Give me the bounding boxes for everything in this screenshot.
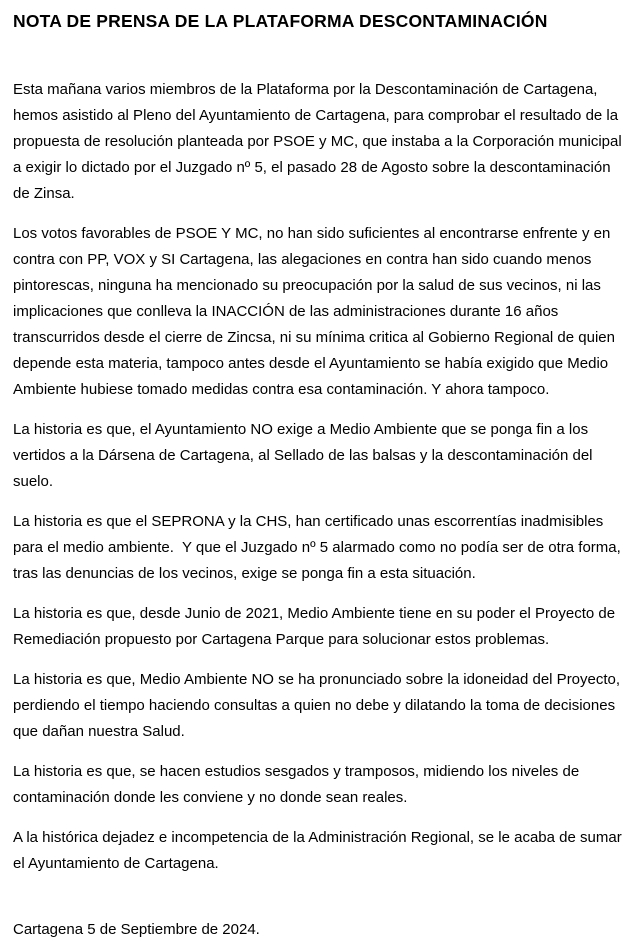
paragraph-votos: Los votos favorables de PSOE Y MC, no han sido suficientes al encontrarse enfrente y en contra con PP, VOX y SI Cartagena, las alegaciones en contra han sido cuando menos pintorescas, ninguna ha mencionado su preocupación por la salud de sus vecinos, ni las implicaciones que conlleva la INACCIÓN de las administraciones durante 16 años transcurridos desde el cierre de Zincsa, ni su mínima critica al Gobierno Regional de quien depende esta materia, tampoco antes desde el Ayuntamiento se había exigido que Medio Ambiente hubiese tomado medidas contra esa contaminación. Y ahora tampoco. xyxy=(13,224,620,398)
paragraph-historia-ayuntamiento: La historia es que, el Ayuntamiento NO exige a Medio Ambiente que se ponga fin a los vertidos a la Dársena de Cartagena, al Sellado de las balsas y la descontaminación del suelo. xyxy=(13,420,597,490)
paragraph-historia-estudios: La historia es que, se hacen estudios sesgados y tramposos, midiendo los niveles de contaminación donde les conviene y no donde sean reales. xyxy=(13,762,584,806)
paragraph-intro-pleno: Esta mañana varios miembros de la Plataforma por la Descontaminación de Cartagena, hemos asistido al Pleno del Ayuntamiento de Cartagena, para comprobar el resultado de la propuesta de resolución planteada por PSOE y MC, que instaba a la Corporación municipal a exigir lo dictado por el Juzgado nº 5, el pasado 28 de Agosto sobre la descontaminación de Zinsa. xyxy=(13,80,626,202)
paragraph-historia-seprona: La historia es que el SEPRONA y la CHS, han certificado unas escorrentías inadmisibles para el medio ambiente. Y que el Juzgado nº 5 alarmado como no podía ser de otra forma, tras las denuncias de los vecinos, exige se ponga fin a esta situación. xyxy=(13,512,630,582)
paragraph-historia-medio-ambiente: La historia es que, Medio Ambiente NO se ha pronunciado sobre la idoneidad del Proyecto, perdiendo el tiempo haciendo consultas a quien no debe y dilatando la toma de decisiones que dañan nuestra Salud. xyxy=(13,670,625,740)
date-line: Cartagena 5 de Septiembre de 2024. xyxy=(13,920,260,938)
paragraph-historia-proyecto: La historia es que, desde Junio de 2021, Medio Ambiente tiene en su poder el Proyecto de Remediación propuesto por Cartagena Parque para solucionar estos problemas. xyxy=(13,604,620,648)
press-release-title: NOTA DE PRENSA DE LA PLATAFORMA DESCONTAMINACIÓN xyxy=(13,11,548,31)
paragraph-conclusion: A la histórica dejadez e incompetencia de la Administración Regional, se le acaba de sumar el Ayuntamiento de Cartagena. xyxy=(13,828,626,872)
